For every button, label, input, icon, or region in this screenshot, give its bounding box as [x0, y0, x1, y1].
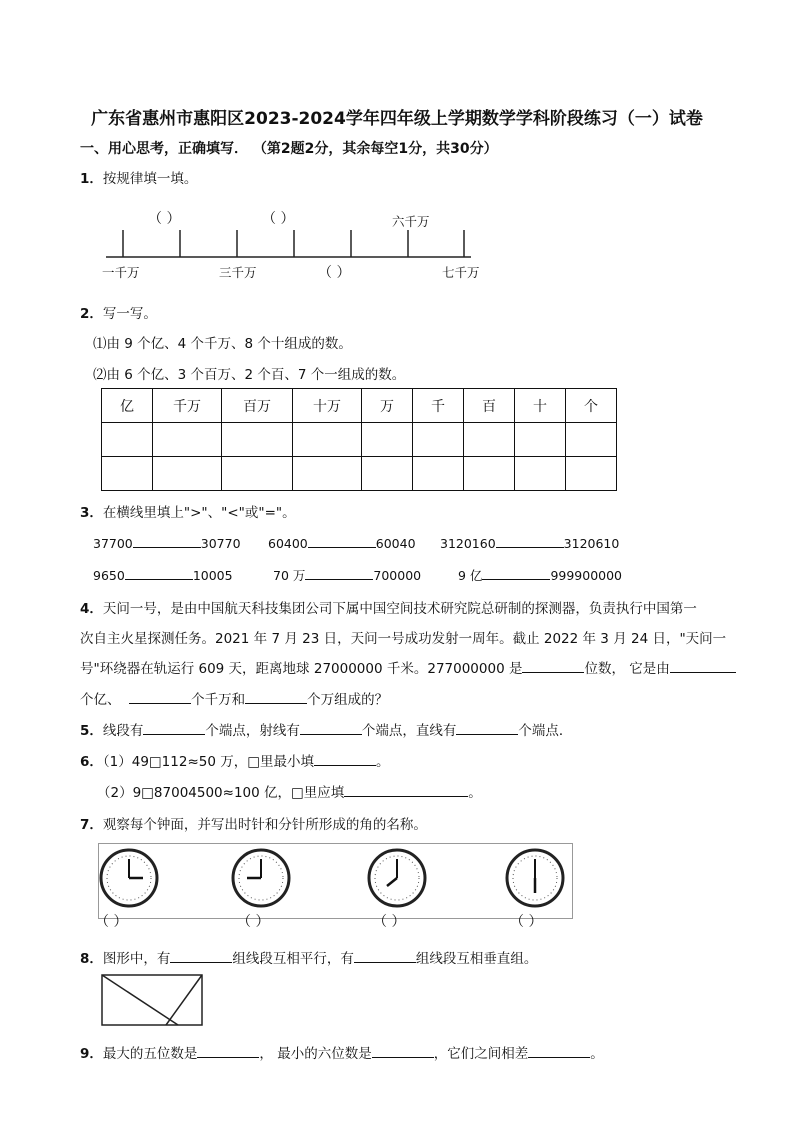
answer-blank[interactable]: [133, 533, 201, 548]
answer-blank[interactable]: [197, 1043, 259, 1058]
answer-cell[interactable]: [362, 423, 413, 457]
answer-cell[interactable]: [566, 423, 617, 457]
compare-left: 37700: [93, 536, 133, 551]
answer-cell[interactable]: [515, 457, 566, 491]
answer-cell[interactable]: [464, 423, 515, 457]
text: 位数， 它是由: [584, 661, 670, 677]
compare-left: 70 万: [273, 568, 306, 583]
figure-diagonal: [102, 975, 178, 1025]
q2-sub1: ⑴由 9 个亿、4 个千万、8 个十组成的数。: [93, 336, 352, 352]
answer-paren[interactable]: （ ）: [510, 914, 543, 930]
answer-cell[interactable]: [566, 457, 617, 491]
answer-cell[interactable]: [153, 457, 222, 491]
header-cell: 十: [515, 389, 566, 423]
text: 。: [375, 754, 390, 770]
question-6: [80, 750, 389, 770]
compare-right: 3120610: [563, 536, 620, 551]
question-text: 在横线里填上">"、"<"或"="。: [102, 505, 296, 521]
clock-icon: [507, 850, 563, 906]
question-number: 7．: [80, 817, 103, 833]
header-cell: 百万: [222, 389, 293, 423]
compare-right: 30770: [200, 536, 241, 551]
compare-right: 999900000: [550, 568, 623, 583]
clock-icon: [233, 850, 289, 906]
question-text: 天问一号，是由中国航天科技集团公司下属中国空间技术研究院总研制的探测器，负责执行中国第一: [102, 601, 697, 617]
text: ， 最小的六位数是: [259, 1046, 372, 1062]
answer-blank[interactable]: [344, 782, 468, 797]
compare-item: [268, 533, 416, 551]
answer-blank[interactable]: [354, 948, 416, 963]
answer-paren[interactable]: （ ）: [237, 914, 270, 930]
blank-bottom[interactable]: （ ）: [318, 265, 351, 281]
text: 个万组成的？: [307, 692, 389, 708]
question-number: 5．: [80, 723, 103, 739]
answer-blank[interactable]: [372, 1043, 434, 1058]
question-4: [80, 597, 697, 617]
q2-sub2: ⑵由 6 个亿、3 个百万、2 个百、7 个一组成的数。: [93, 367, 406, 383]
label-six-thousand-ten: 六千万: [392, 214, 430, 229]
answer-cell[interactable]: [464, 457, 515, 491]
blank-top-1[interactable]: （ ）: [148, 211, 181, 227]
clock-icon: [369, 850, 425, 906]
section-heading: 一、用心思考，正确填写． （第2题2分，其余每空1分，共30分）: [80, 141, 498, 157]
compare-right: 60040: [375, 536, 416, 551]
header-cell: 个: [566, 389, 617, 423]
compare-right: 700000: [373, 568, 422, 583]
clock-diagram: [98, 843, 573, 923]
answer-cell[interactable]: [362, 457, 413, 491]
header-cell: 亿: [102, 389, 153, 423]
compare-item: [93, 533, 241, 551]
answer-paren[interactable]: （ ）: [373, 914, 406, 930]
q4-line2: 次自主火星探测任务。2021 年 7 月 23 日，天问一号成功发射一周年。截止 2022 年 3 月 24 日，"天问一: [80, 631, 727, 647]
table-header-row: [102, 389, 617, 423]
question-number: 4．: [80, 601, 103, 617]
text: 。: [468, 785, 482, 801]
question-number: 1．: [80, 171, 103, 187]
compare-right: 10005: [192, 568, 233, 583]
question-8: [80, 947, 537, 967]
compare-item: [458, 565, 622, 584]
q4-line4: [80, 688, 388, 708]
clock-icon: [101, 850, 157, 906]
text: （1）49□112≈50 万，□里最小填: [102, 754, 314, 770]
header-cell: 十万: [293, 389, 362, 423]
answer-cell[interactable]: [293, 423, 362, 457]
figure-rect: [102, 975, 202, 1025]
label-one-thousand-ten: 一千万: [102, 265, 140, 280]
answer-blank[interactable]: [482, 565, 550, 580]
answer-cell[interactable]: [222, 423, 293, 457]
answer-blank[interactable]: [245, 689, 307, 704]
answer-blank[interactable]: [300, 720, 362, 735]
answer-blank[interactable]: [496, 533, 564, 548]
compare-item: [93, 565, 233, 583]
answer-cell[interactable]: [102, 457, 153, 491]
compare-left: 3120160: [440, 536, 496, 551]
answer-blank[interactable]: [314, 751, 376, 766]
answer-cell[interactable]: [515, 423, 566, 457]
text: ，它们之间相差: [433, 1046, 529, 1062]
q4-line3: [80, 657, 736, 677]
answer-cell[interactable]: [153, 423, 222, 457]
question-1: [80, 167, 197, 187]
label-three-thousand-ten: 三千万: [219, 265, 257, 280]
answer-blank[interactable]: [125, 565, 193, 580]
text: （2）9□87004500≈100 亿，□里应填: [97, 785, 345, 801]
answer-blank[interactable]: [129, 689, 191, 704]
label-seven-thousand-ten: 七千万: [442, 265, 480, 280]
answer-paren[interactable]: （ ）: [95, 914, 128, 930]
answer-blank[interactable]: [308, 533, 376, 548]
answer-cell[interactable]: [102, 423, 153, 457]
compare-left: 9 亿: [458, 568, 483, 583]
text: 个亿、: [80, 692, 121, 708]
question-3: [80, 501, 296, 521]
header-cell: 百: [464, 389, 515, 423]
compare-left: 60400: [268, 536, 308, 551]
answer-cell[interactable]: [222, 457, 293, 491]
question-number: 6．: [80, 754, 103, 770]
header-cell: 万: [362, 389, 413, 423]
page-title: 广东省惠州市惠阳区2023-2024学年四年级上学期数学学科阶段练习（一）试卷: [91, 109, 703, 129]
question-number: 2．: [80, 306, 103, 322]
answer-cell[interactable]: [413, 457, 464, 491]
header-cell: 千万: [153, 389, 222, 423]
answer-blank[interactable]: [528, 1043, 590, 1058]
compare-left: 9650: [93, 568, 125, 583]
blank-top-2[interactable]: （ ）: [262, 211, 295, 227]
answer-blank[interactable]: [143, 720, 205, 735]
text: 个端点，射线有: [205, 723, 300, 739]
compare-item: [273, 565, 421, 584]
place-value-table: [101, 388, 617, 491]
question-7: [80, 813, 427, 833]
answer-cell[interactable]: [293, 457, 362, 491]
table-row: [102, 457, 617, 491]
text: 个端点，直线有: [361, 723, 457, 739]
text: 组线段互相平行，有: [232, 951, 354, 967]
answer-blank[interactable]: [456, 720, 518, 735]
question-number: 3．: [80, 505, 103, 521]
question-number: 9．: [80, 1046, 103, 1062]
header-cell: 千: [413, 389, 464, 423]
answer-blank[interactable]: [670, 658, 736, 673]
question-text: 观察每个钟面，并写出时针和分针所形成的角的名称。: [102, 817, 427, 833]
answer-cell[interactable]: [413, 423, 464, 457]
text: 号"环绕器在轨运行 609 天，距离地球 27000000 千米。277000000 是: [80, 661, 523, 677]
question-text: 按规律填一填。: [102, 171, 198, 187]
text: 个千万和: [191, 692, 246, 708]
answer-blank[interactable]: [170, 948, 232, 963]
text: 最大的五位数是: [102, 1046, 198, 1062]
question-number: 8．: [80, 951, 103, 967]
table-row: [102, 423, 617, 457]
text: 线段有: [102, 723, 144, 739]
text: 。: [590, 1046, 604, 1062]
question-5: [80, 719, 572, 739]
question-text: 写一写。: [102, 306, 157, 322]
text: 图形中，有: [102, 951, 171, 967]
compare-item: [440, 533, 619, 551]
q6-sub2: [97, 781, 482, 801]
text: 组线段互相垂直组。: [415, 951, 538, 967]
question-9: [80, 1042, 604, 1062]
answer-blank[interactable]: [305, 565, 373, 580]
text: 个端点．: [518, 723, 573, 739]
question-2: [80, 302, 157, 322]
answer-blank[interactable]: [522, 658, 584, 673]
line-figure: [98, 970, 208, 1030]
figure-diagonal: [166, 975, 202, 1025]
